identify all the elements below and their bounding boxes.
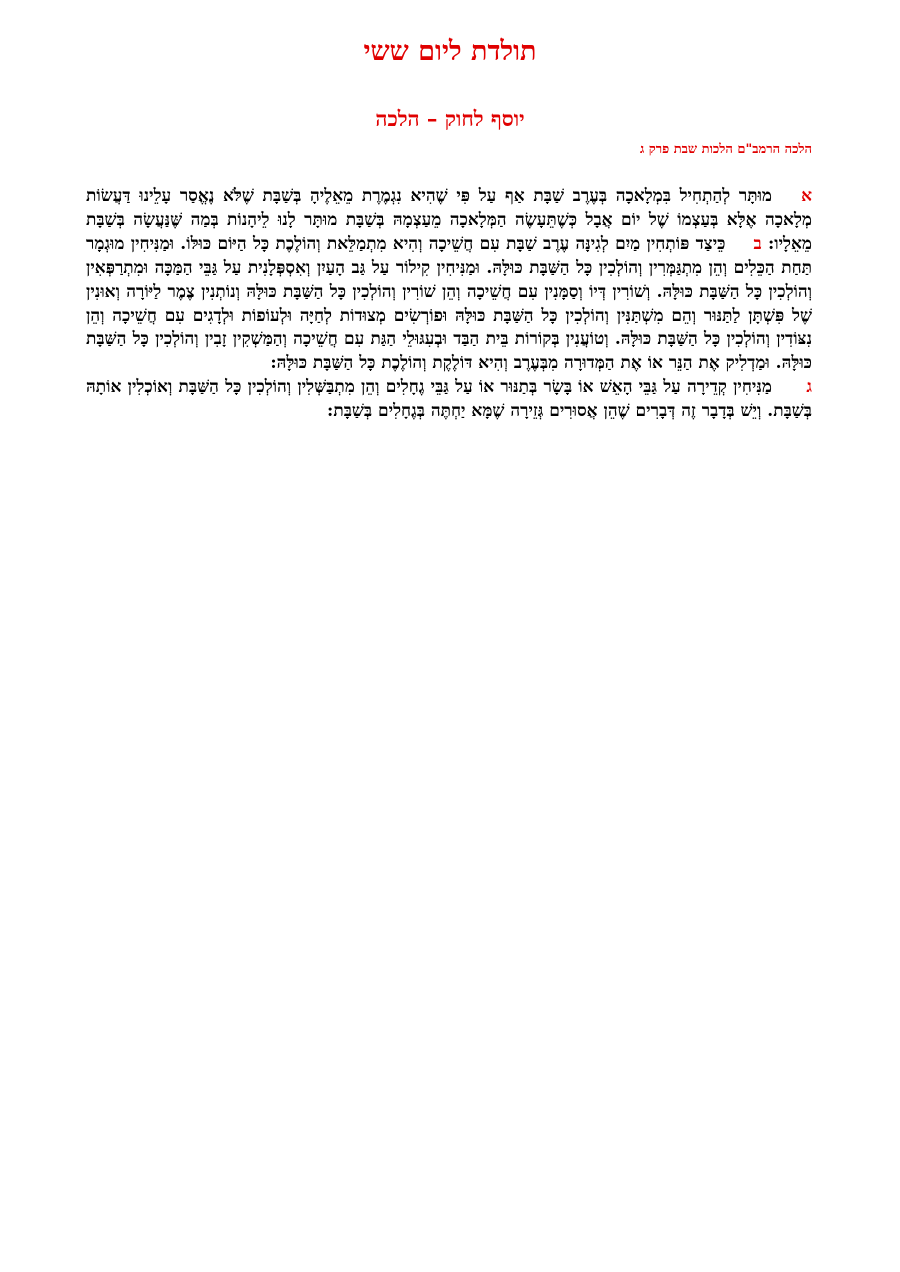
halacha-letter-alef: א (801, 186, 812, 206)
source-reference: הלכה הרמב"ם הלכות שבת פרק ג (639, 142, 812, 157)
page-title: תולדת ליום ששי (363, 36, 537, 67)
halacha-paragraph (86, 376, 812, 424)
halacha-letter-bet: ב (753, 233, 762, 254)
section-subtitle: יוסף לחוק – הלכה (375, 106, 525, 131)
halacha-text-alef: מוּתָּר לְהַתְחִיל בִּמְלָאכָה בְּעֶרֶב שַׁבָּת אַף עַל פִּי שֶׁהִיא נִגְמֶרֶת מֵאֵלֶיהָ בְּשַׁבָּת שֶׁלֹּא נֶאֱסַר עָלֵינוּ דַּעֲשׂוֹת מְלָאכָה אֶלָּא בְּעַצְמוֹ שֶׁל יוֹם אֲבָל כְּשֶׁתֵּעָשֶׂה הַמְּלָאכָה מֵעַצְמָהּ בְּשַׁבָּת מוּתָּר לָנוּ לֵיהָנוֹת בְּמַה שֶּׁנַּעֲשָׂה בְּשַׁבָּת מֵאֵלָיו: (86, 186, 812, 254)
halacha-text-gimel: מַנִּיחִין קְדֵירָה עַל גַּבֵּי הָאֵשׁ אוֹ בָּשָׂר בְּתַנּוּר אוֹ עַל גַּבֵּי גֶחָלִים וְהֵן מִתְבַּשְּׁלִין וְהוֹלְכִין כָּל הַשַּׁבָּת וְאוֹכְלִין אוֹתָהּ בְּשַׁבָּת. וְיֵשׁ בְּדָבָר זֶה דְּבָרִים שֶׁהֵן אֲסוּרִים גְּזֵירָה שֶׁמָּא יַחְתֶּה בְּגֶחָלִים בְּשַׁבָּת: (86, 377, 812, 422)
halacha-paragraph (86, 185, 812, 376)
halacha-text-block (86, 185, 812, 424)
halacha-text-bet: כֵּיצַד פּוֹתְחִין מַיִם לְגִינָּה עֶרֶב שַׁבָּת עִם חֲשֵׁיכָה וְהִיא מִתְמַלֵּאת וְהוֹלֶכֶת כָּל הַיּוֹם כּוּלּוֹ. וּמַנִּיחִין מוּגְמָר תַּחַת הַכֵּלִים וְהֵן מִתְגַּמְּרִין וְהוֹלְכִין כָּל הַשַּׁבָּת כּוּלָּהּ. וּמַנִּיחִין קִילוֹר עַל גַּב הָעַיִן וְאִסְפְּלָנִית עַל גַּבֵּי הַמַּכָּה וּמִתְרַפְּאִין וְהוֹלְכִין כָּל הַשַּׁבָּת כּוּלָּהּ. וְשׁוֹרִין דְּיוֹ וְסַמָּנִין עִם חֲשֵׁיכָה וְהֵן שׁוֹרִין וְהוֹלְכִין כָּל הַשַּׁבָּת כּוּלָּהּ וְנוֹתְנִין צֶמֶר לַיּוֹרָה וְאוּנִין שֶׁל פִּשְׁתָּן לַתַּנּוּר וְהֵם מִשְׁתַּנִּין וְהוֹלְכִין כָּל הַשַּׁבָּת כּוּלָּהּ וּפוֹרְשִׂים מְצוּדוֹת לְחַיָּה וּלְעוֹפוֹת וּלְדָגִים עִם חֲשֵׁיכָה וְהֵן נִצּוֹדִין וְהוֹלְכִין כָּל הַשַּׁבָּת כּוּלָּהּ. וְטוֹעֲנִין בְּקוֹרוֹת בֵּית הַבַּד וּבְעִגּוּלֵי הַגַּת עִם חֲשֵׁיכָה וְהַמַּשְׁקִין זָבִין וְהוֹלְכִין כָּל הַשַּׁבָּת כּוּלָּהּ. וּמַדְלִיק אֶת הַנֵּר אוֹ אֶת הַמְּדוּרָה מִבְּעֶרֶב וְהִיא דּוֹלֶקֶת וְהוֹלֶכֶת כָּל הַשַּׁבָּת כּוּלָּהּ: (86, 233, 812, 374)
halacha-letter-gimel: ג (806, 377, 812, 398)
